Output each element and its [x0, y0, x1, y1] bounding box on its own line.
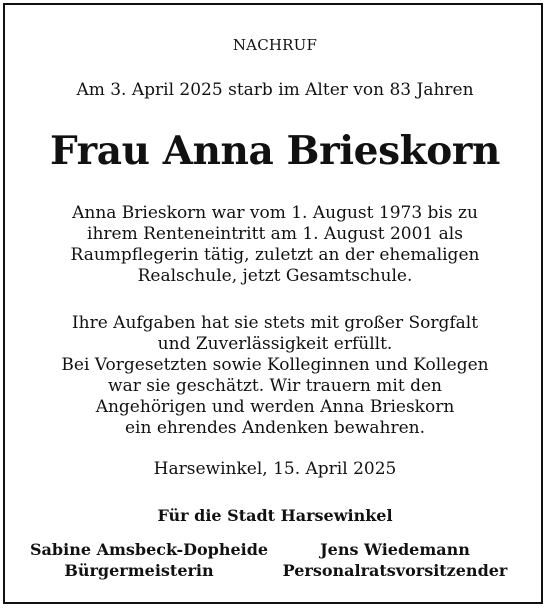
paragraph-line: Bei Vorgesetzten sowie Kolleginnen und Kollegen [61, 355, 489, 375]
paragraph-line: Raumpflegerin tätig, zuletzt an der ehemaligen [70, 245, 480, 265]
death-date-line: Am 3. April 2025 starb im Alter von 83 Jahren [76, 80, 474, 100]
signer-staff-council [272, 539, 518, 581]
paragraph-line: und Zuverlässigkeit erfüllt. [157, 334, 393, 354]
paragraph-line: ein ehrendes Andenken bewahren. [124, 418, 425, 438]
signature-heading: Für die Stadt Harsewinkel [157, 506, 393, 525]
paragraph-line: Angehörigen und werden Anna Brieskorn [95, 397, 455, 417]
signer-name: Sabine Amsbeck-Dopheide [30, 540, 269, 559]
paragraph-line: ihrem Renteneintritt am 1. August 2001 als [87, 224, 463, 244]
paragraph-line: war sie geschätzt. Wir trauern mit den [108, 376, 442, 396]
paragraph-line: Realschule, jetzt Gesamtschule. [137, 266, 413, 286]
obituary-heading: NACHRUF [232, 36, 318, 54]
deceased-name: Frau Anna Brieskorn [49, 128, 500, 174]
signer-title: Bürgermeisterin [64, 561, 214, 580]
paragraph-line: Ihre Aufgaben hat sie stets mit großer Sorgfalt [71, 313, 479, 333]
signer-name: Jens Wiedemann [320, 540, 470, 559]
career-paragraph [0, 203, 550, 287]
place-and-date: Harsewinkel, 15. April 2025 [153, 459, 397, 479]
paragraph-line: Anna Brieskorn war vom 1. August 1973 bis zu [72, 203, 478, 223]
signer-title: Personalratsvorsitzender [282, 561, 508, 580]
signer-mayor [30, 539, 269, 581]
tribute-paragraph [0, 313, 550, 439]
